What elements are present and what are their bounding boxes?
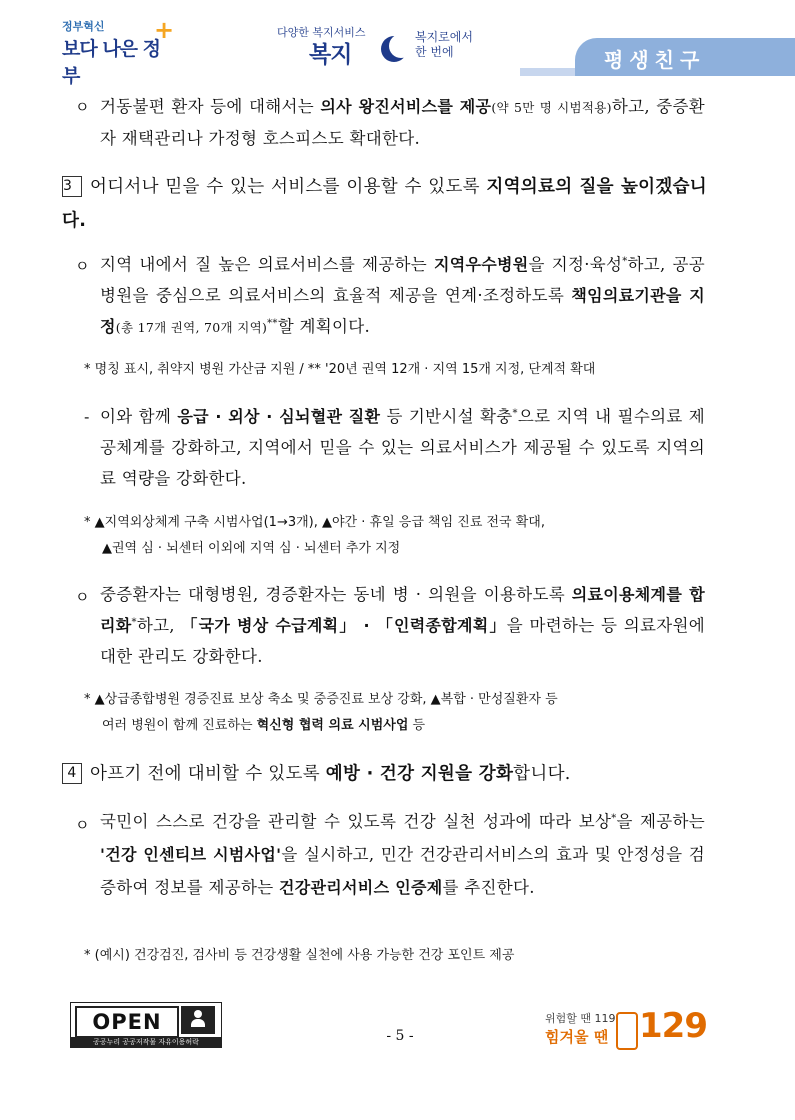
attribution-icon bbox=[181, 1006, 215, 1034]
page-header bbox=[0, 0, 795, 87]
bullet-dash: - bbox=[84, 408, 90, 426]
footnote: * ▲상급종합병원 경증진료 보상 축소 및 중증진료 보상 강화, ▲복합 · 만성질환자 등 여러 병원이 함께 진료하는 혁신형 협력 의료 시범사업 등 bbox=[84, 692, 558, 733]
section-number: 4 bbox=[62, 763, 82, 784]
paragraph-emergency-care: 이와 함께 응급 · 외상 · 심뇌혈관 질환 등 기반시설 확충*으로 지역 내 필수의료 제공체계를 강화하고, 지역에서 믿을 수 있는 의료서비스가 제공될 수 있도록 지역의료 역량을 강화한다. bbox=[100, 407, 706, 488]
plus-icon: + bbox=[154, 16, 175, 44]
footnote: * 명칭 표시, 취약지 병원 가산금 지원 / ** '20년 권역 12개 · 지역 15개 지정, 단계적 확대 bbox=[84, 362, 596, 377]
bullet-circle: ㅇ bbox=[75, 816, 90, 834]
open-license-badge: OPEN 공공누리 공공저작물 자유이용허락 bbox=[70, 1002, 222, 1048]
hotline-logo: 위험할 땐 119 힘겨울 땐 129 bbox=[545, 1006, 745, 1052]
crescent-icon bbox=[381, 36, 407, 62]
banner-title: 평생친구 bbox=[604, 48, 706, 72]
paragraph-regional-hospitals: 지역 내에서 질 높은 의료서비스를 제공하는 지역우수병원을 지정·육성*하고, 공공병원을 중심으로 의료서비스의 효율적 제공을 연계·조정하도록 책임의료기관을 지정(총 17개 권역, 70개 지역)**할 계획이다. bbox=[100, 255, 705, 336]
footnote: * ▲지역외상체계 구축 시범사업(1→3개), ▲야간 · 휴일 응급 책임 진료 전국 확대, ▲권역 심 · 뇌센터 이외에 지역 심 · 뇌센터 추가 지정 bbox=[84, 515, 546, 556]
phone-icon bbox=[616, 1012, 638, 1050]
footnote: * (예시) 건강검진, 검사비 등 건강생활 실천에 사용 가능한 건강 포인트 제공 bbox=[84, 948, 515, 963]
bokjiro-logo: 다양한 복지서비스 복지 복지로에서 한 번에 bbox=[277, 26, 473, 68]
section-heading-3: 3 어디서나 믿을 수 있는 서비스를 이용할 수 있도록 지역의료의 질을 높이겠습니다. bbox=[62, 177, 707, 231]
header-banner bbox=[520, 28, 795, 76]
bullet-circle: ㅇ bbox=[75, 588, 90, 606]
bullet-circle: ㅇ bbox=[75, 257, 90, 275]
paragraph-medical-use-system: 중증환자는 대형병원, 경증환자는 동네 병 · 의원을 이용하도록 의료이용체계를 합리화*하고, 「국가 병상 수급계획」 · 「인력종합계획」을 마련하는 등 의료자원에 대한 관리도 강화한다. bbox=[100, 585, 705, 666]
section-heading-4: 4 아프기 전에 대비할 수 있도록 예방 · 건강 지원을 강화합니다. bbox=[62, 757, 707, 791]
paragraph-health-incentive: 국민이 스스로 건강을 관리할 수 있도록 건강 실천 성과에 따라 보상*을 제공하는 '건강 인센티브 시범사업'을 실시하고, 민간 건강관리서비스의 효과 및 안정성을 검증하여 정보를 제공하는 건강관리서비스 인증제를 추진한다. bbox=[100, 812, 705, 897]
page-number: - 5 - bbox=[386, 1028, 414, 1044]
section-number: 3 bbox=[62, 176, 82, 197]
government-innovation-logo: 정부혁신 보다 나은 정부 + bbox=[62, 16, 175, 87]
bullet-circle: ㅇ bbox=[75, 98, 90, 116]
paragraph-house-call: 거동불편 환자 등에 대해서는 의사 왕진서비스를 제공(약 5만 명 시범적용)하고, 중증환자 재택관리나 가정형 호스피스도 확대한다. bbox=[100, 97, 705, 148]
